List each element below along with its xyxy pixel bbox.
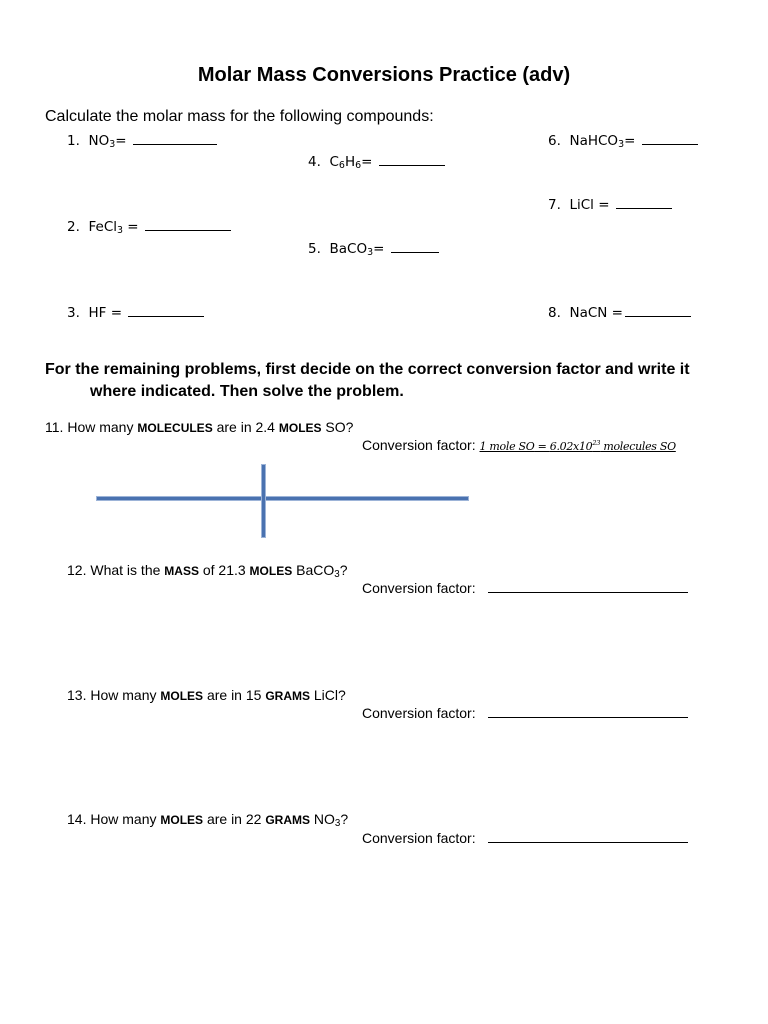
question-text: are in 22: [203, 811, 266, 827]
molar-item-2: [67, 218, 231, 235]
molar-item-4: [308, 153, 445, 170]
answer-blank[interactable]: [616, 196, 672, 209]
keyword: MOLES: [249, 564, 293, 578]
question-number: 13.: [67, 687, 87, 703]
item-number: 5.: [308, 241, 321, 257]
handwritten-equals: =: [534, 440, 550, 453]
question-12: [67, 562, 347, 578]
equals: =: [373, 241, 389, 257]
keyword: MOLES: [278, 421, 322, 435]
question-mark: ?: [340, 811, 349, 827]
conversion-factor-12: [362, 580, 688, 596]
item-number: 1.: [67, 133, 80, 149]
conversion-factor-blank[interactable]: [488, 580, 688, 593]
formula: NO: [88, 133, 110, 149]
conversion-factor-label: Conversion factor:: [362, 705, 476, 721]
molar-item-8: [548, 304, 691, 321]
keyword: GRAMS: [265, 813, 310, 827]
answer-blank[interactable]: [379, 153, 445, 166]
compound: LiCl: [310, 687, 339, 703]
question-number: 14.: [67, 811, 87, 827]
subscript: 6: [355, 160, 362, 171]
question-text: How many: [67, 419, 138, 435]
item-number: 8.: [548, 305, 561, 321]
remaining-instruction-line2: where indicated. Then solve the problem.: [90, 383, 404, 400]
conversion-factor-blank[interactable]: [488, 705, 688, 718]
equals: =: [115, 133, 131, 149]
answer-blank[interactable]: [128, 304, 204, 317]
formula: NaHCO: [569, 133, 619, 149]
subscript: 3: [117, 225, 124, 236]
keyword: MOLES: [160, 813, 204, 827]
item-number: 3.: [67, 305, 80, 321]
conversion-factor-label: Conversion factor:: [362, 580, 476, 596]
subscript: 3: [618, 139, 625, 150]
answer-blank[interactable]: [625, 304, 691, 317]
keyword: MASS: [164, 564, 199, 578]
formula: BaCO: [329, 241, 368, 257]
question-13: [67, 687, 346, 703]
question-14: [67, 811, 348, 827]
subscript: 6: [338, 160, 345, 171]
question-number: 11.: [45, 419, 64, 435]
equals: =: [624, 133, 640, 149]
conversion-factor-label: Conversion factor:: [362, 830, 476, 846]
answer-blank[interactable]: [642, 132, 698, 145]
conversion-factor-blank[interactable]: [488, 830, 688, 843]
question-mark: ?: [345, 419, 354, 435]
item-number: 4.: [308, 154, 321, 170]
question-text: How many: [90, 811, 161, 827]
exponent: 23: [592, 439, 601, 447]
question-text: How many: [90, 687, 161, 703]
t-chart-vertical-line: [262, 465, 265, 537]
conversion-factor-11: [362, 437, 676, 453]
compound: NO: [310, 811, 335, 827]
compound: SO: [321, 419, 346, 435]
remaining-instruction-line1: For the remaining problems, first decide on the correct conversion factor and write it: [45, 361, 690, 378]
question-text: of 21.3: [198, 562, 250, 578]
remaining-instruction: [45, 359, 760, 403]
subscript: 3: [109, 139, 116, 150]
formula: HF: [88, 305, 107, 321]
equals: =: [361, 154, 377, 170]
molar-item-6: [548, 132, 698, 149]
formula: FeCl: [88, 219, 117, 235]
question-mark: ?: [338, 687, 346, 703]
question-mark: ?: [339, 562, 348, 578]
question-text: are in 2.4: [212, 419, 279, 435]
t-chart-horizontal-line: [97, 497, 468, 500]
question-text: What is the: [90, 562, 165, 578]
question-number: 12.: [67, 562, 87, 578]
equals: =: [106, 305, 127, 321]
subscript: 3: [367, 247, 374, 258]
subscript: 3: [334, 569, 340, 580]
keyword: MOLECULES: [137, 421, 213, 435]
subscript: 3: [334, 818, 341, 829]
item-number: 6.: [548, 133, 561, 149]
molar-item-5: [308, 240, 439, 257]
item-number: 7.: [548, 197, 561, 213]
molar-item-7: [548, 196, 672, 213]
equals: =: [123, 219, 143, 235]
question-11: [45, 419, 353, 435]
equals: =: [607, 305, 623, 321]
item-number: 2.: [67, 219, 80, 235]
handwritten-part: 1 mole SO: [479, 440, 535, 453]
handwritten-part: molecules SO: [600, 440, 676, 453]
conversion-factor-13: [362, 705, 688, 721]
answer-blank[interactable]: [391, 240, 439, 253]
answer-blank[interactable]: [145, 218, 231, 231]
page-title: Molar Mass Conversions Practice (adv): [197, 64, 571, 86]
question-text: are in 15: [203, 687, 266, 703]
formula: LiCl: [569, 197, 594, 213]
instruction-text: Calculate the molar mass for the following compounds:: [45, 108, 434, 125]
formula: C: [329, 154, 339, 170]
answer-blank[interactable]: [133, 132, 217, 145]
molar-item-1: [67, 132, 217, 149]
keyword: GRAMS: [265, 689, 310, 703]
keyword: MOLES: [160, 689, 204, 703]
conversion-factor-14: [362, 830, 688, 846]
molar-item-3: [67, 304, 204, 321]
equals: =: [593, 197, 614, 213]
handwritten-answer: [480, 440, 676, 453]
formula: NaCN: [569, 305, 608, 321]
handwritten-part: 6.02x10: [549, 440, 593, 453]
formula-mid: H: [344, 154, 356, 170]
compound: BaCO: [292, 562, 335, 578]
conversion-factor-label: Conversion factor:: [362, 437, 476, 453]
